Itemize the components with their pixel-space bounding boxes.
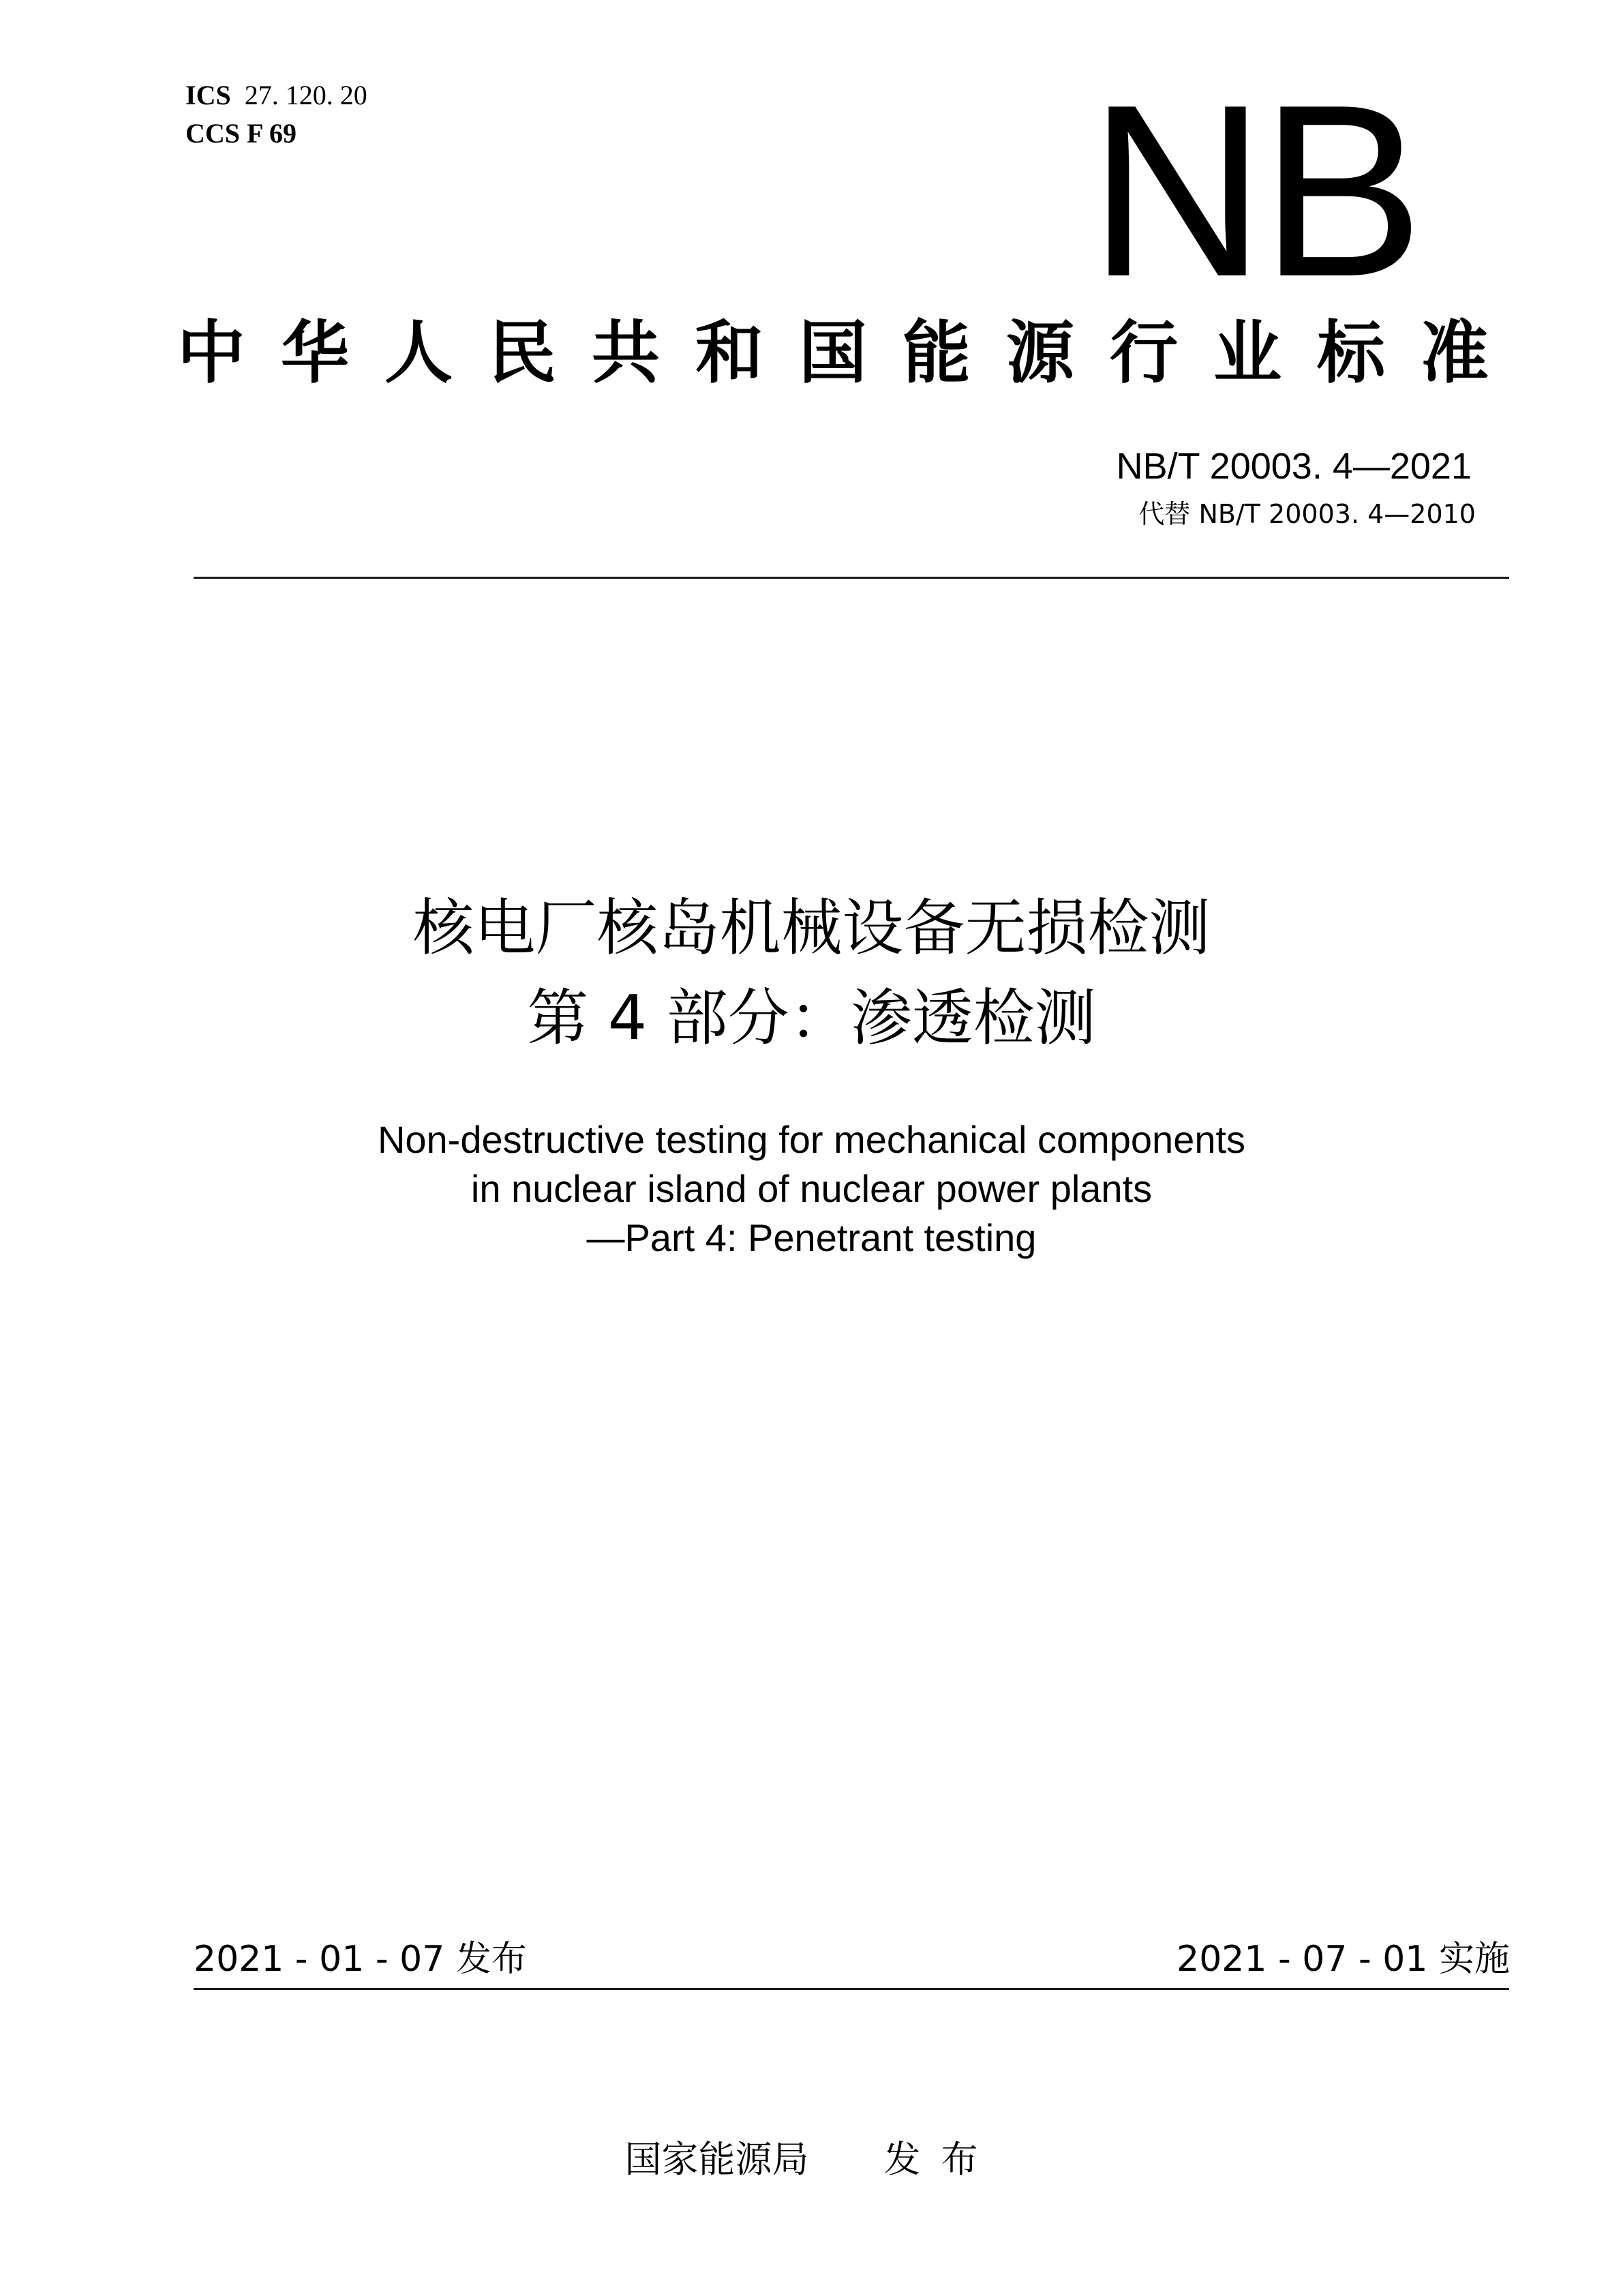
header-divider — [194, 577, 1509, 579]
ccs-row — [185, 115, 367, 153]
ics-label: ICS — [185, 80, 231, 110]
title-en-line2: in nuclear island of nuclear power plants — [470, 1167, 1153, 1210]
publisher-action: 发布 — [883, 2138, 999, 2181]
nb-logo-mark: NB — [1088, 54, 1419, 328]
ccs-label: CCS — [185, 118, 241, 149]
ccs-value: F 69 — [247, 118, 297, 149]
standard-category-title: 中华人民共和国能源行业标准 — [177, 313, 1524, 393]
title-en-line3: —Part 4: Penetrant testing — [586, 1216, 1037, 1259]
ics-value: 27. 120. 20 — [244, 80, 367, 110]
title-en-line1: Non-destructive testing for mechanical components — [377, 1118, 1246, 1161]
standard-number: NB/T 20003. 4—2021 — [1116, 446, 1472, 487]
footer-divider — [194, 1988, 1509, 1990]
publisher-line — [0, 2136, 1623, 2183]
classification-codes — [185, 76, 367, 153]
publisher-name: 国家能源局 — [624, 2138, 809, 2181]
issue-date: 2021 - 01 - 07 发布 — [194, 1939, 527, 1980]
title-cn-line1: 核电厂核岛机械设备无损检测 — [412, 892, 1211, 964]
replaced-standard: 代替 NB/T 20003. 4—2010 — [1138, 499, 1476, 529]
implementation-date: 2021 - 07 - 01 实施 — [1177, 1939, 1510, 1980]
ics-row — [185, 76, 367, 115]
title-cn-line2: 第 4 部分：渗透检测 — [527, 982, 1096, 1054]
